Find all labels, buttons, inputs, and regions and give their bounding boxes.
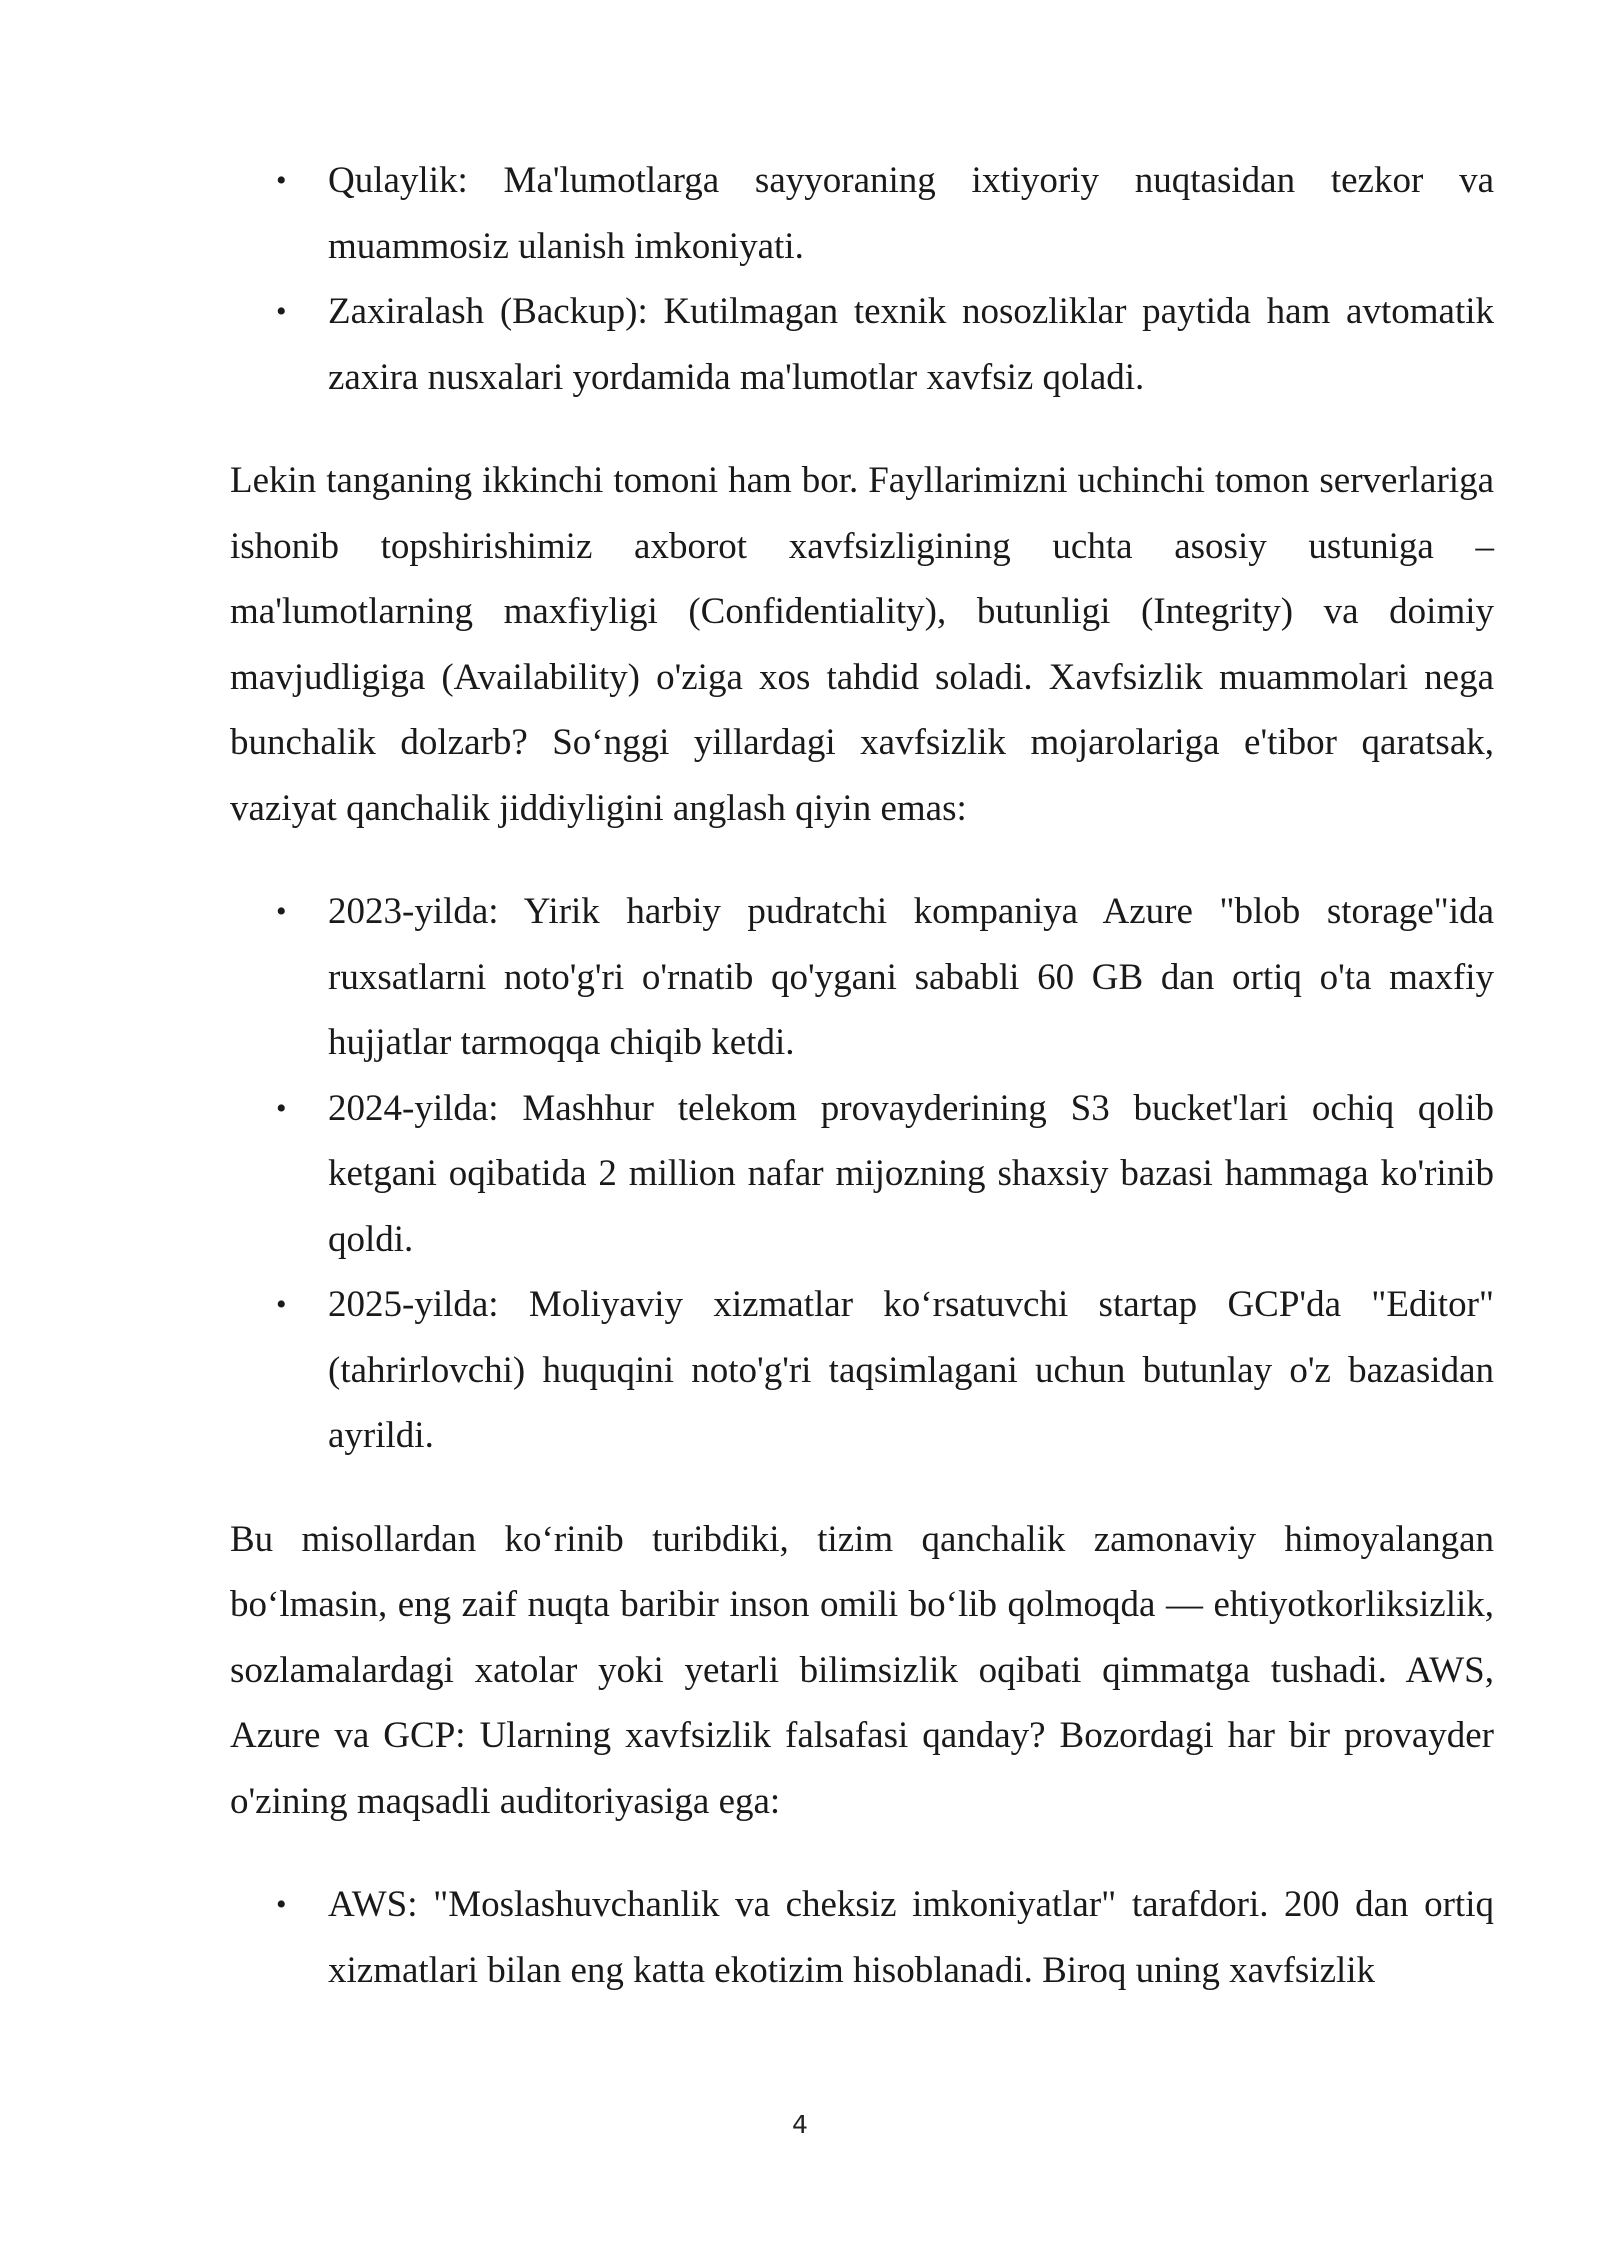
bullet-icon: • [276,295,287,328]
bullet-icon: • [276,895,287,928]
list-item-text: 2023-yilda: Yirik harbiy pudratchi kompaniya Azure "blob storage"ida ruxsatlarni noto'g'ri o'rnatib qo'ygani sababli 60 GB dan ortiq o'ta maxfiy hujjatlar tarmoqqa chiqib ketdi. [328,891,1494,1063]
list-item-text: 2024-yilda: Mashhur telekom provayderining S3 bucket'lari ochiq qolib ketgani oqibatida 2 million nafar mijozning shaxsiy bazasi hammaga ko'rinib qoldi. [328,1087,1494,1260]
paragraph-human-factor: Bu misollardan ko‘rinib turibdiki, tizim qanchalik zamonaviy himoyalangan bo‘lmasin, eng zaif nuqta baribir inson omili bo‘lib qolmoqda — ehtiyotkorliksizlik, sozlamalardagi xatolar yoki yetarli bilimsizlik oqibati qimmatga tushadi. AWS, Azure va GCP: Ularning xavfsizlik falsafasi qanday? Bozordagi har bir provayder o'zining maqsadli auditoriyasiga ega: [230,1518,1494,1822]
bullet-icon: • [276,1888,287,1921]
list-item [230,879,1494,1076]
bullet-icon: • [276,1288,287,1321]
list-item [230,148,1494,279]
paragraph-threats: Lekin tanganing ikkinchi tomoni ham bor. Fayllarimizni uchinchi tomon serverlariga ishonib topshirishimiz axborot xavfsizligining uchta asosiy ustuniga – ma'lumotlarning maxfiyligi (Confidentiality), butunligi (Integrity) va doimiy mavjudligiga (Availability) o'ziga xos tahdid soladi. Xavfsizlik muammolari nega bunchalik dolzarb? So‘nggi yillardagi xavfsizlik mojarolariga e'tibor qaratsak, vaziyat qanchalik jiddiyligini anglash qiyin emas: [230,460,1494,829]
list-item-text: Zaxiralash (Backup): Kutilmagan texnik nosozliklar paytida ham avtomatik zaxira nusxalari yordamida ma'lumotlar xavfsiz qoladi. [328,291,1494,398]
list-item-text: Qulaylik: Ma'lumotlarga sayyoraning ixtiyoriy nuqtasidan tezkor va muammosiz ulanish imkoniyati. [328,160,1494,267]
list-item [230,1076,1494,1273]
list-item-text: AWS: "Moslashuvchanlik va cheksiz imkoniyatlar" tarafdori. 200 dan ortiq xizmatlari bilan eng katta ekotizim hisoblanadi. Biroq uning xavfsizlik [328,1884,1494,1991]
incidents-list [230,879,1494,1469]
list-item [230,1872,1494,2003]
providers-list [230,1872,1494,2003]
list-item [230,1272,1494,1469]
page-number: 4 [792,2110,808,2139]
benefits-list [230,148,1494,410]
document-page [230,148,1494,2003]
list-item-text: 2025-yilda: Moliyaviy xizmatlar ko‘rsatuvchi startap GCP'da "Editor" (tahrirlovchi) huquqini noto'g'ri taqsimlagani uchun butunlay o'z bazasidan ayrildi. [328,1284,1494,1456]
list-item [230,279,1494,410]
bullet-icon: • [276,1091,287,1125]
bullet-icon: • [276,164,287,197]
